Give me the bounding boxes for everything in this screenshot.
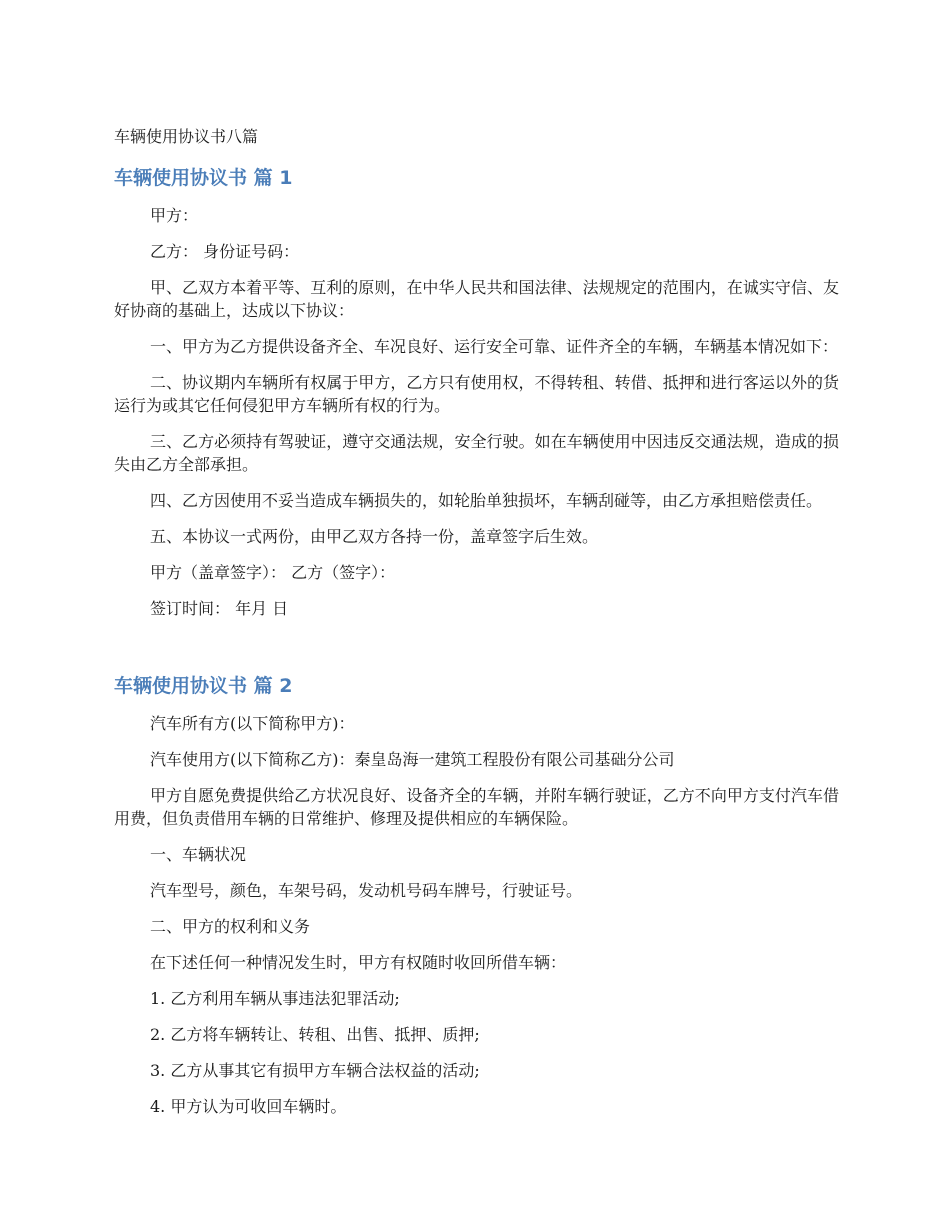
paragraph: 一、车辆状况 [150, 845, 247, 864]
section-heading: 车辆使用协议书 篇 2 [114, 675, 293, 697]
paragraph: 三、乙方必须持有驾驶证，遵守交通法规，安全行驶。如在车辆使用中因违反交通法规，造成的损失由乙方全部承担。 [114, 432, 839, 474]
paragraph: 乙方： 身份证号码： [150, 242, 300, 261]
list-item: 1. 乙方利用车辆从事违法犯罪活动; [150, 989, 400, 1008]
paragraph: 四、乙方因使用不妥当造成车辆损失的，如轮胎单独损坏，车辆刮碰等，由乙方承担赔偿责任。 [150, 491, 823, 510]
paragraph: 甲方自愿免费提供给乙方状况良好、设备齐全的车辆，并附车辆行驶证，乙方不向甲方支付汽车借用费，但负责借用车辆的日常维护、修理及提供相应的车辆保险。 [114, 786, 839, 828]
paragraph: 二、协议期内车辆所有权属于甲方，乙方只有使用权，不得转租、转借、抵押和进行客运以外的货运行为或其它任何侵犯甲方车辆所有权的行为。 [114, 373, 839, 415]
paragraph: 甲方： [150, 206, 199, 225]
section-1 [114, 165, 839, 620]
document-title: 车辆使用协议书八篇 [114, 127, 259, 146]
paragraph: 一、甲方为乙方提供设备齐全、车况良好、运行安全可靠、证件齐全的车辆，车辆基本情况如下： [150, 337, 839, 356]
paragraph: 二、甲方的权利和义务 [150, 917, 311, 936]
paragraph: 签订时间： 年月 日 [150, 599, 289, 618]
paragraph: 汽车使用方(以下简称乙方)：秦皇岛海一建筑工程股份有限公司基础分公司 [150, 750, 675, 769]
list-item: 3. 乙方从事其它有损甲方车辆合法权益的活动; [150, 1061, 480, 1080]
section-heading: 车辆使用协议书 篇 1 [114, 167, 293, 189]
paragraph: 五、本协议一式两份，由甲乙双方各持一份，盖章签字后生效。 [150, 527, 599, 546]
paragraph: 汽车所有方(以下简称甲方)： [150, 714, 355, 733]
section-2 [114, 673, 839, 1118]
list-item: 2. 乙方将车辆转让、转租、出售、抵押、质押; [150, 1025, 480, 1044]
paragraph: 汽车型号，颜色，车架号码，发动机号码车牌号，行驶证号。 [150, 881, 583, 900]
paragraph: 在下述任何一种情况发生时，甲方有权随时收回所借车辆： [150, 953, 567, 972]
paragraph: 甲方（盖章签字）： 乙方（签字）： [150, 563, 396, 582]
list-item: 4. 甲方认为可收回车辆时。 [150, 1097, 347, 1116]
paragraph: 甲、乙双方本着平等、互利的原则，在中华人民共和国法律、法规规定的范围内，在诚实守信、友好协商的基础上，达成以下协议： [114, 278, 839, 320]
